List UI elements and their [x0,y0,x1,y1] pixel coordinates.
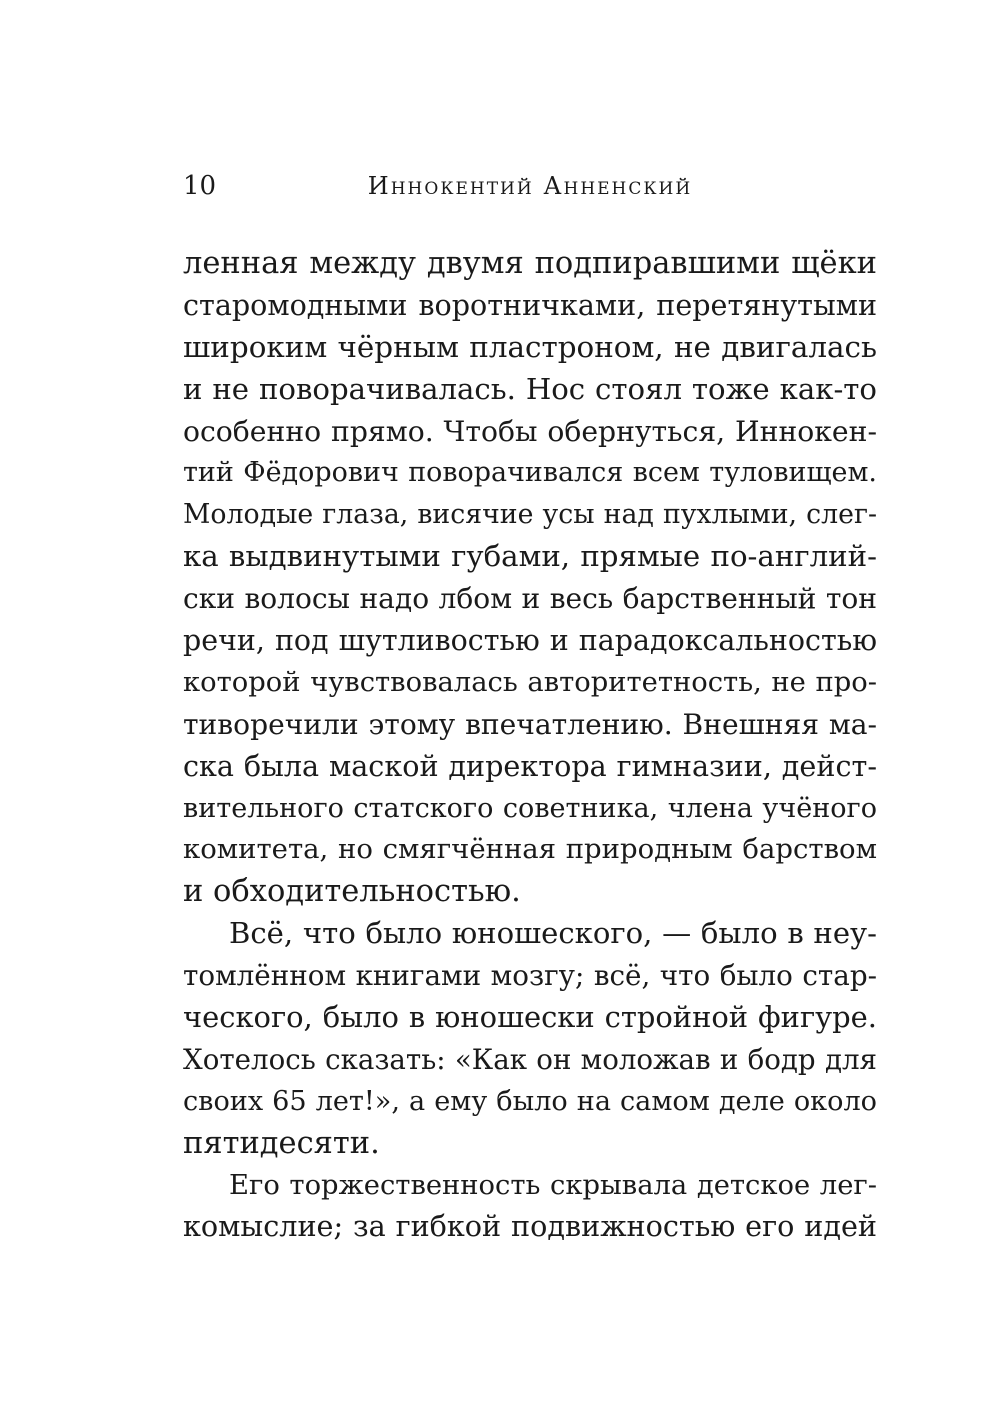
text-line: широким чёрным пластроном, не двигалась [183,329,877,364]
text-line: томлённом книгами мозгу; всё, что было стар- [183,959,877,993]
text-line: речи, под шутливостью и парадоксальностью [183,624,877,658]
text-line: своих 65 лет!», а ему было на самом деле около [183,1085,877,1117]
text-line: Его торжественность скрывала детское лег- [229,1169,877,1201]
text-line: ка выдвинутыми губами, прямые по-англий- [183,539,877,574]
text-line: Хотелось сказать: «Как он моложав и бодр для [183,1042,877,1076]
text-line: Молодые глаза, висячие усы над пухлыми, слег- [183,499,877,531]
text-line: и обходительностью. [183,874,521,910]
text-line: которой чувствовалась авторитетность, не про- [183,666,877,698]
text-line: тий Фёдорович поворачивался всем туловищем. [183,457,877,489]
body-text [183,243,877,1248]
text-line: особенно прямо. Чтобы обернуться, Иннокен- [183,414,877,448]
text-line: Всё, что было юношеского, — было в неу- [229,916,877,951]
text-line: тиворечили этому впечатлению. Внешняя ма- [183,707,877,741]
running-title: Иннокентий Анненский [367,172,693,200]
text-line: ленная между двумя подпиравшими щёки [183,246,877,281]
text-line: и не поворачивалась. Нос стоял тоже как-то [183,371,877,406]
running-head [183,166,877,206]
page-number: 10 [183,171,217,201]
text-line: комитета, но смягчённая природным барством [183,833,877,866]
text-line: пятидесяти. [183,1125,380,1161]
text-line: ческого, было в юношески стройной фигуре. [183,1000,877,1035]
text-line: ски волосы надо лбом и весь барственный тон [183,582,877,616]
text-line: комыслие; за гибкой подвижностью его идей [183,1209,877,1244]
text-line: старомодными воротничками, перетянутыми [183,287,877,322]
text-line: вительного статского советника, члена учёного [183,792,877,824]
text-line: ска была маской директора гимназии, дейст- [183,748,877,783]
